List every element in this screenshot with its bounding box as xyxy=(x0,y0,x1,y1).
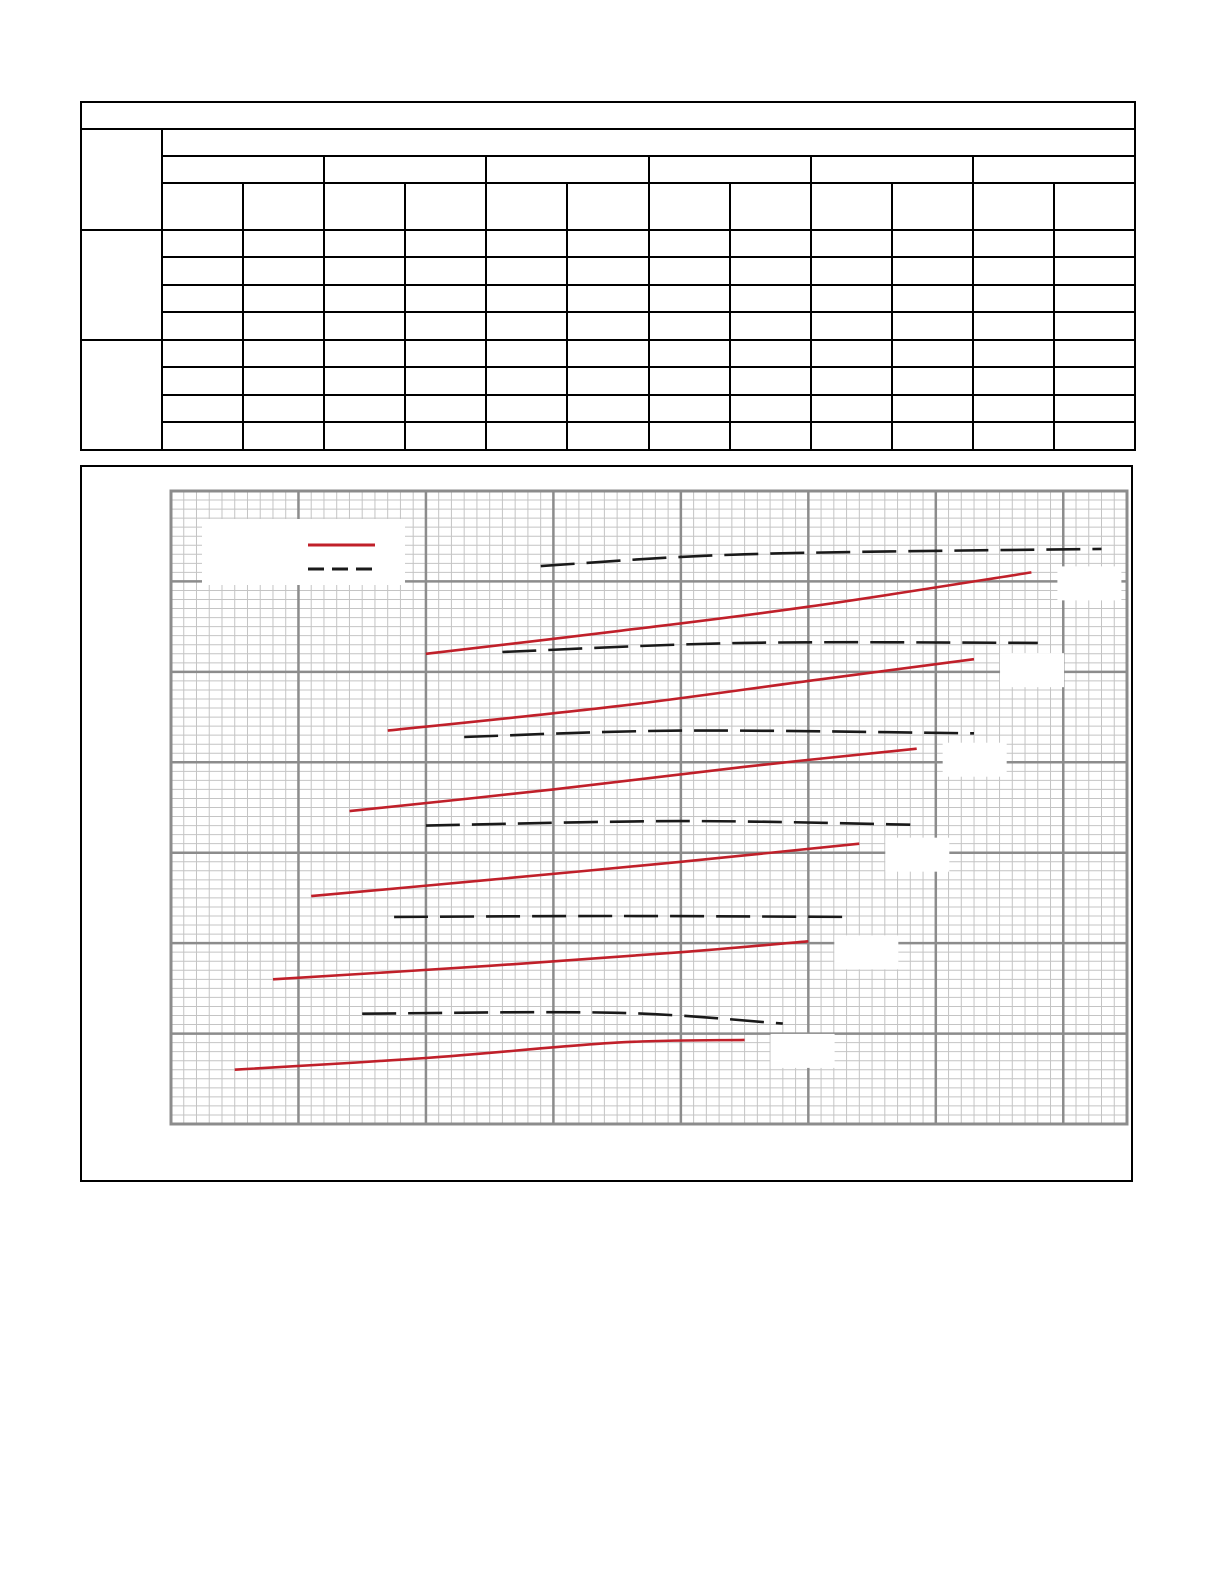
table-cell xyxy=(1054,312,1135,340)
table-cell xyxy=(730,367,811,395)
performance-chart xyxy=(82,467,1131,1180)
legend-box xyxy=(202,519,405,585)
table-row xyxy=(81,340,1135,368)
table-row xyxy=(81,230,1135,258)
table-cell xyxy=(243,257,324,285)
table-cell xyxy=(567,422,648,450)
table-cell xyxy=(243,367,324,395)
table-cell xyxy=(649,367,730,395)
table-cell xyxy=(567,312,648,340)
table-cell xyxy=(649,230,730,258)
table-subheader xyxy=(973,183,1054,229)
table-cell xyxy=(892,340,973,368)
table-cell xyxy=(730,312,811,340)
table-cell xyxy=(324,395,405,423)
table-subheader xyxy=(567,183,648,229)
table-cell xyxy=(162,230,243,258)
table-cell xyxy=(567,340,648,368)
table-cell xyxy=(730,422,811,450)
table-cell xyxy=(486,230,567,258)
table-cell xyxy=(567,367,648,395)
curve-end-label-box xyxy=(771,1034,835,1068)
table-cell xyxy=(405,285,486,313)
table-cell xyxy=(811,367,892,395)
table-subheader xyxy=(243,183,324,229)
table-cell xyxy=(324,230,405,258)
table-section-label xyxy=(81,340,162,450)
table-group-header xyxy=(162,156,324,183)
table-cell xyxy=(730,257,811,285)
table-cell xyxy=(162,312,243,340)
table-cell xyxy=(486,285,567,313)
table-cell xyxy=(1054,340,1135,368)
table-title xyxy=(81,102,1135,129)
table-cell xyxy=(243,340,324,368)
table-cell xyxy=(243,312,324,340)
table-cell xyxy=(973,340,1054,368)
table-cell xyxy=(243,285,324,313)
table-cell xyxy=(811,340,892,368)
table-cell xyxy=(162,395,243,423)
table-cell xyxy=(324,367,405,395)
table-cell xyxy=(973,422,1054,450)
table-cell xyxy=(892,285,973,313)
curve-end-label-box xyxy=(1000,653,1064,687)
table-cell xyxy=(811,312,892,340)
table-cell xyxy=(1054,395,1135,423)
table-cell xyxy=(1054,257,1135,285)
table-cell xyxy=(324,285,405,313)
table-subheader xyxy=(486,183,567,229)
table-cell xyxy=(892,230,973,258)
curve-end-label-box xyxy=(943,743,1007,777)
table-group-header xyxy=(649,156,811,183)
table-cell xyxy=(973,257,1054,285)
table-cell xyxy=(486,395,567,423)
table-cell xyxy=(649,285,730,313)
table-row xyxy=(81,367,1135,395)
table-cell xyxy=(567,257,648,285)
table-cell xyxy=(567,285,648,313)
table-section-label xyxy=(81,230,162,340)
table-subheader xyxy=(405,183,486,229)
table-cell xyxy=(405,340,486,368)
table-cell xyxy=(973,312,1054,340)
table-subheader xyxy=(162,183,243,229)
table-cell xyxy=(649,422,730,450)
table-cell xyxy=(811,230,892,258)
table-cell xyxy=(811,395,892,423)
table-cell xyxy=(162,422,243,450)
chart-panel xyxy=(80,465,1133,1182)
table-cell xyxy=(243,422,324,450)
table-group-header xyxy=(486,156,648,183)
table-cell xyxy=(892,257,973,285)
table-cell xyxy=(811,422,892,450)
table-cell xyxy=(486,422,567,450)
table-header-spanner xyxy=(162,129,1135,156)
table-cell xyxy=(567,395,648,423)
table-cell xyxy=(730,230,811,258)
table-cell xyxy=(811,285,892,313)
table-subheader xyxy=(1054,183,1135,229)
table-cell xyxy=(1054,285,1135,313)
table-cell xyxy=(649,257,730,285)
table-cell xyxy=(324,312,405,340)
table-cell xyxy=(973,367,1054,395)
table-cell xyxy=(405,367,486,395)
table-cell xyxy=(730,285,811,313)
table-group-header xyxy=(973,156,1135,183)
table-row xyxy=(81,312,1135,340)
legend xyxy=(202,519,405,585)
table-cell xyxy=(1054,367,1135,395)
table-row xyxy=(81,395,1135,423)
table-group-header xyxy=(811,156,973,183)
table-cell xyxy=(1054,422,1135,450)
table-cell xyxy=(567,230,648,258)
table-subheader xyxy=(324,183,405,229)
table-cell xyxy=(973,285,1054,313)
table-subheader xyxy=(649,183,730,229)
table-cell xyxy=(649,312,730,340)
table-cell xyxy=(973,230,1054,258)
table-row xyxy=(81,422,1135,450)
table-cell xyxy=(1054,230,1135,258)
table-cell xyxy=(649,340,730,368)
table-cell xyxy=(162,285,243,313)
table-cell xyxy=(162,367,243,395)
table-cell xyxy=(324,422,405,450)
table-corner-cell xyxy=(81,129,162,230)
curve-end-label-box xyxy=(885,838,949,872)
table-row xyxy=(81,257,1135,285)
table-cell xyxy=(162,340,243,368)
table-cell xyxy=(892,367,973,395)
table-cell xyxy=(892,422,973,450)
table-cell xyxy=(730,340,811,368)
table-cell xyxy=(892,312,973,340)
table-cell xyxy=(486,367,567,395)
data-table xyxy=(80,101,1136,451)
table-cell xyxy=(730,395,811,423)
table-cell xyxy=(811,257,892,285)
table-cell xyxy=(324,340,405,368)
table-cell xyxy=(162,257,243,285)
table-cell xyxy=(973,395,1054,423)
table-cell xyxy=(405,312,486,340)
table-cell xyxy=(892,395,973,423)
table-cell xyxy=(649,395,730,423)
curve-end-label-box xyxy=(1057,566,1121,600)
table-row xyxy=(81,285,1135,313)
table-subheader xyxy=(730,183,811,229)
curve-end-label-box xyxy=(834,935,898,969)
table-cell xyxy=(486,340,567,368)
table-cell xyxy=(324,257,405,285)
table-cell xyxy=(405,230,486,258)
table-group-header xyxy=(324,156,486,183)
table-cell xyxy=(486,312,567,340)
table-cell xyxy=(243,230,324,258)
table-cell xyxy=(243,395,324,423)
table-cell xyxy=(405,395,486,423)
table-subheader xyxy=(892,183,973,229)
table-cell xyxy=(405,257,486,285)
table-cell xyxy=(405,422,486,450)
table-cell xyxy=(486,257,567,285)
table-subheader xyxy=(811,183,892,229)
